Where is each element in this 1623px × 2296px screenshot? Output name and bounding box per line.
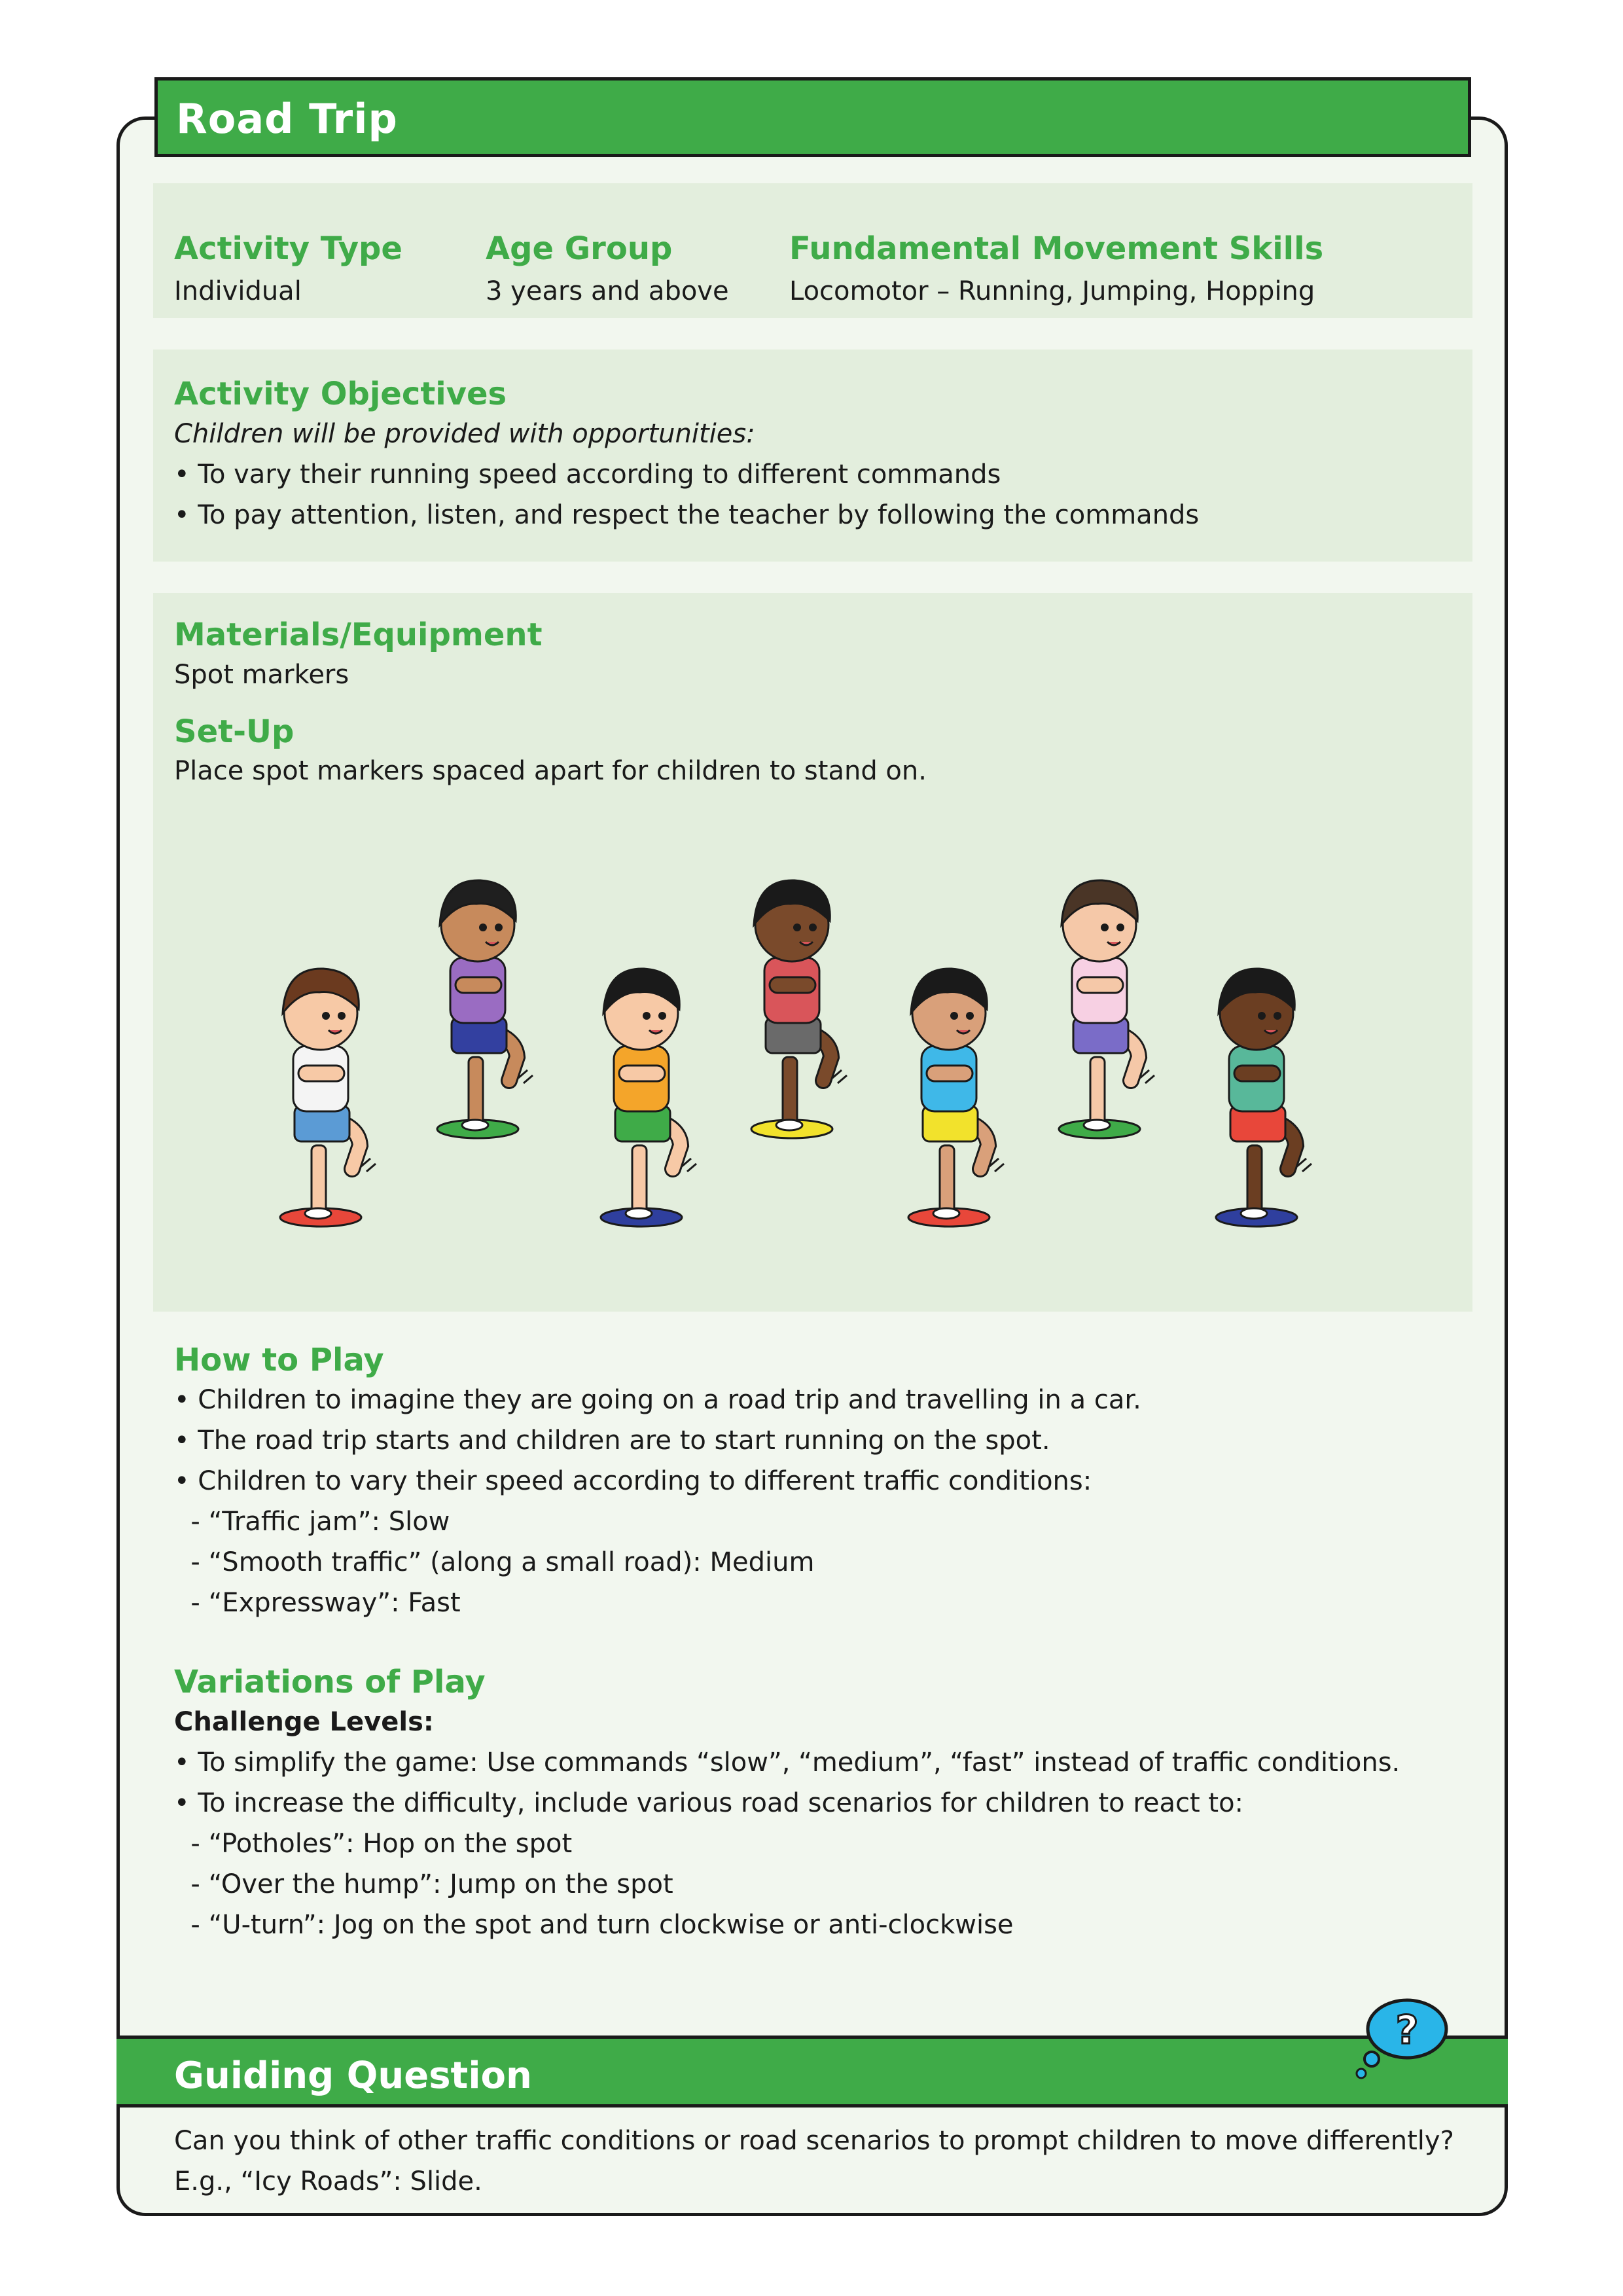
svg-text:?: ? bbox=[1395, 2007, 1419, 2053]
variation-subitem: - “Potholes”: Hop on the spot bbox=[174, 1828, 573, 1859]
setup-text: Place spot markers spaced apart for children to stand on. bbox=[174, 756, 927, 787]
objectives-intro: Children will be provided with opportunities: bbox=[174, 418, 755, 449]
title-banner bbox=[154, 77, 1471, 157]
info-age-group bbox=[486, 230, 729, 312]
objective-item: • To pay attention, listen, and respect the teacher by following the commands bbox=[174, 499, 1200, 530]
guiding-line: Can you think of other traffic conditions or road scenarios to prompt children to move differently? bbox=[174, 2126, 1454, 2156]
materials-heading: Materials/Equipment bbox=[174, 617, 543, 653]
info-label: Activity Type bbox=[174, 230, 402, 267]
child-figure bbox=[280, 969, 376, 1227]
how-to-play-subitem: - “Traffic jam”: Slow bbox=[174, 1506, 450, 1537]
how-to-play-item: • Children to imagine they are going on a road trip and travelling in a car. bbox=[174, 1384, 1141, 1415]
variations-section bbox=[174, 1664, 1400, 1945]
variation-item: • To simplify the game: Use commands “slow”, “medium”, “fast” instead of traffic conditions. bbox=[174, 1747, 1400, 1778]
how-to-play-item: • Children to vary their speed according to different traffic conditions: bbox=[174, 1465, 1092, 1496]
child-figure bbox=[437, 880, 533, 1138]
how-to-play-section bbox=[174, 1342, 1141, 1623]
child-figure bbox=[1059, 880, 1154, 1138]
info-activity-type bbox=[174, 230, 402, 312]
guiding-question-heading: Guiding Question bbox=[174, 2054, 532, 2097]
objective-item: • To vary their running speed according to different commands bbox=[174, 459, 1001, 490]
how-to-play-subitem: - “Expressway”: Fast bbox=[174, 1587, 461, 1618]
child-figure bbox=[751, 880, 847, 1138]
variation-subitem: - “Over the hump”: Jump on the spot bbox=[174, 1869, 673, 1899]
info-value: Individual bbox=[174, 276, 302, 306]
question-bubble-icon bbox=[1353, 1996, 1458, 2081]
info-value: 3 years and above bbox=[486, 276, 729, 306]
materials-text: Spot markers bbox=[174, 659, 349, 690]
how-to-play-item: • The road trip starts and children are to start running on the spot. bbox=[174, 1425, 1050, 1456]
info-movement-skills bbox=[789, 230, 1323, 312]
how-to-play-heading: How to Play bbox=[174, 1342, 384, 1378]
info-value: Locomotor – Running, Jumping, Hopping bbox=[789, 276, 1315, 306]
info-label: Age Group bbox=[486, 230, 673, 267]
setup-heading: Set-Up bbox=[174, 713, 294, 750]
variation-item: • To increase the difficulty, include various road scenarios for children to react to: bbox=[174, 1787, 1244, 1818]
variation-subitem: - “U-turn”: Jog on the spot and turn clockwise or anti-clockwise bbox=[174, 1909, 1014, 1940]
objectives-heading: Activity Objectives bbox=[174, 376, 507, 412]
child-figure bbox=[908, 969, 1004, 1227]
guiding-question-text bbox=[174, 2121, 1454, 2202]
guiding-question-bar bbox=[116, 2036, 1508, 2108]
child-figure bbox=[601, 969, 696, 1227]
child-figure bbox=[1216, 969, 1311, 1227]
page-title: Road Trip bbox=[176, 95, 398, 143]
children-illustration bbox=[255, 877, 1329, 1257]
info-panel bbox=[153, 183, 1472, 318]
info-label: Fundamental Movement Skills bbox=[789, 230, 1324, 267]
how-to-play-subitem: - “Smooth traffic” (along a small road): Medium bbox=[174, 1547, 815, 1577]
variations-heading: Variations of Play bbox=[174, 1664, 486, 1700]
guiding-line: E.g., “Icy Roads”: Slide. bbox=[174, 2166, 482, 2197]
objectives-panel bbox=[153, 350, 1472, 562]
challenge-levels-subheading: Challenge Levels: bbox=[174, 1706, 434, 1737]
